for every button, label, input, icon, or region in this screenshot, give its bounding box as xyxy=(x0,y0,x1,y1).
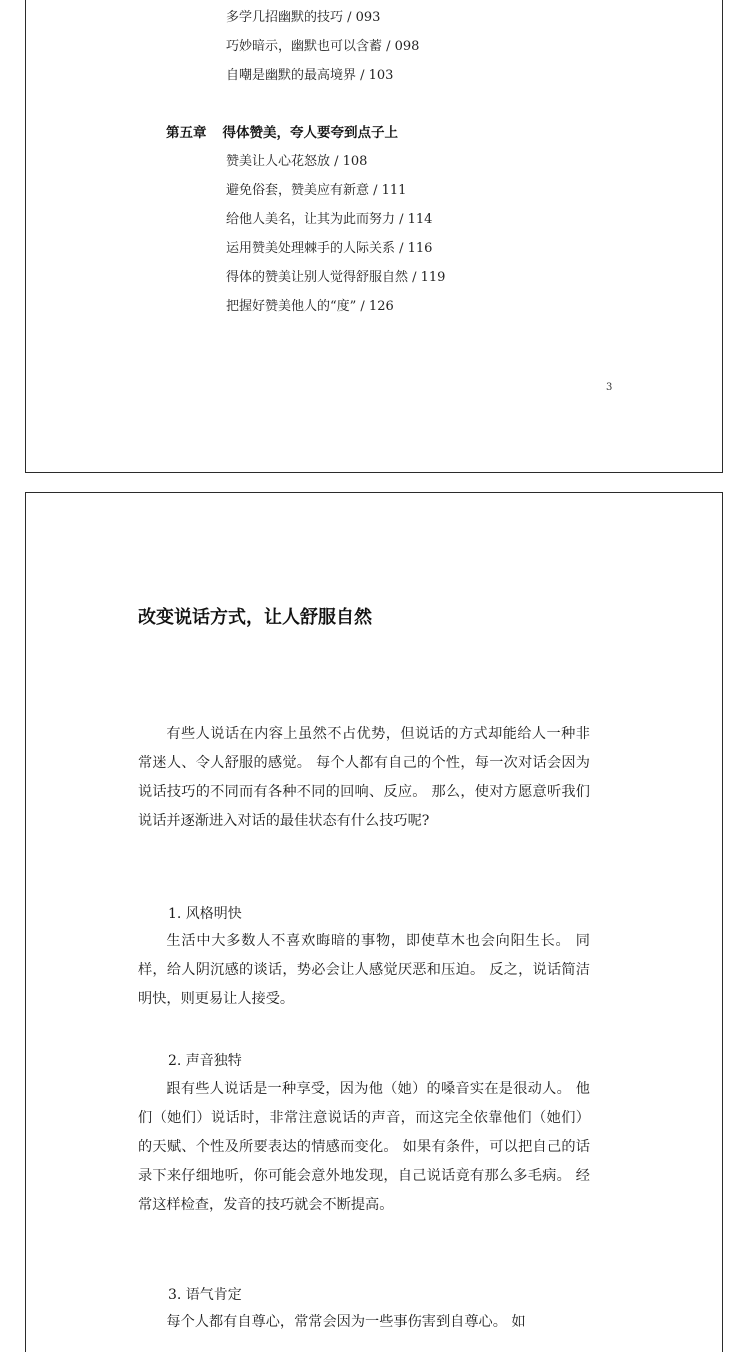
page-title: 改变说话方式，让人舒服自然 xyxy=(138,607,372,628)
chapter-number: 第五章 xyxy=(166,125,207,141)
content-page xyxy=(25,492,723,1352)
section-heading: 3. 语气肯定 xyxy=(168,1287,242,1303)
toc-entry: 运用赞美处理棘手的人际关系 / 116 xyxy=(226,241,433,256)
toc-entry: 给他人美名，让其为此而努力 / 114 xyxy=(226,212,433,227)
toc-entry: 多学几招幽默的技巧 / 093 xyxy=(226,10,381,25)
section-paragraph: 生活中大多数人不喜欢晦暗的事物，即使草木也会向阳生长。 同样，给人阴沉感的谈话，势必会让人感觉厌恶和压迫。 反之，说话简洁明快，则更易让人接受。 xyxy=(138,933,590,1007)
section-heading: 2. 声音独特 xyxy=(168,1053,242,1069)
toc-entry: 避免俗套，赞美应有新意 / 111 xyxy=(226,183,407,198)
toc-entry: 把握好赞美他人的“度” / 126 xyxy=(226,299,394,314)
section-paragraph: 每个人都有自尊心，常常会因为一些事伤害到自尊心。 如 xyxy=(166,1314,526,1330)
page-number: 3 xyxy=(606,382,613,393)
chapter-heading xyxy=(166,124,398,142)
section-paragraph: 跟有些人说话是一种享受，因为他（她）的嗓音实在是很动人。 他们（她们）说话时，非常注意说话的声音，而这完全依靠他们（她们）的天赋、个性及所要表达的情感而变化。 如果有条件，可以把自己的话录下来仔细地听，你可能会意外地发现，自己说话竟有那么多毛病。 经常这样检查，发音的技巧就会不断提高。 xyxy=(138,1081,590,1213)
toc-page xyxy=(25,0,723,473)
toc-entry: 赞美让人心花怒放 / 108 xyxy=(226,154,368,169)
toc-entry: 自嘲是幽默的最高境界 / 103 xyxy=(226,68,394,83)
toc-entry: 得体的赞美让别人觉得舒服自然 / 119 xyxy=(226,270,446,285)
toc-entry: 巧妙暗示，幽默也可以含蓄 / 098 xyxy=(226,39,420,54)
intro-paragraph: 有些人说话在内容上虽然不占优势，但说话的方式却能给人一种非常迷人、令人舒服的感觉。 每个人都有自己的个性，每一次对话会因为说话技巧的不同而有各种不同的回响、反应。 那么，使对方愿意听我们说话并逐渐进入对话的最佳状态有什么技巧呢? xyxy=(138,726,590,829)
chapter-title: 得体赞美，夸人要夸到点子上 xyxy=(222,125,398,141)
section-heading: 1. 风格明快 xyxy=(168,906,242,922)
